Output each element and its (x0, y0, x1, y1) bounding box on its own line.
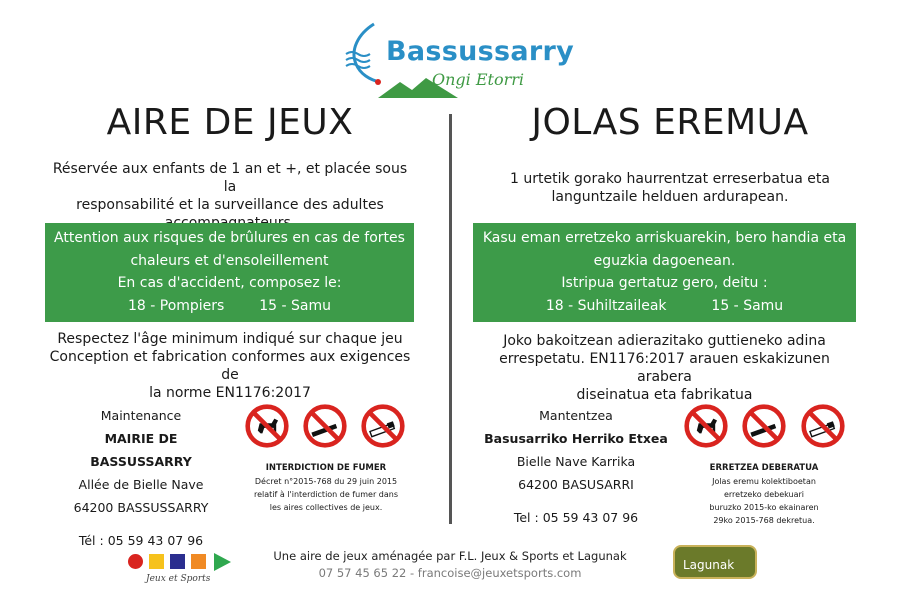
right-intro-line: 1 urtetik gorako haurrentzat erreserbatua eta (510, 171, 830, 187)
logo-tagline: Ongi Etorri (432, 70, 525, 89)
right-emergency-numbers (473, 295, 856, 318)
left-emergency-samu: 15 - Samu (259, 297, 331, 314)
left-rules-line: Conception et fabrication conformes aux exigences de (49, 349, 411, 383)
logo-blue-square (170, 554, 185, 569)
right-smoking-line: buruzko 2015-ko ekainaren (709, 503, 819, 512)
right-rules-line: errespetatu. EN1176:2017 arauen eskakizunen arabera (499, 351, 830, 385)
right-org-name: Basusarriko Herriko Etxea (484, 431, 668, 446)
no-dogs-icon (244, 403, 290, 449)
right-warning-line: Istripua gertatuz gero, deitu : (561, 275, 768, 291)
right-rules-line: Joko bakoitzean adierazitako guttieneko adina (503, 333, 826, 349)
right-rules-line: diseinatua eta fabrikatua (576, 387, 753, 403)
right-smoking-line: Jolas eremu kolektiboetan (712, 477, 816, 486)
right-phone: Tel : 05 59 43 07 96 (513, 510, 639, 525)
no-cigarette-icon (800, 403, 846, 449)
left-rules (40, 330, 420, 402)
left-smoking-notice (244, 462, 408, 514)
right-street: Bielle Nave Karrika (516, 454, 636, 469)
right-smoking-notice (684, 462, 844, 527)
right-smoking-line: 29ko 2015-768 dekretua. (713, 516, 815, 525)
right-warning-box (473, 223, 856, 322)
left-title: AIRE DE JEUX (106, 102, 354, 143)
right-rules (473, 332, 856, 404)
footer-line-2: 07 57 45 65 22 - francoise@jeuxetsports.com (318, 566, 582, 580)
left-rules-line: la norme EN1176:2017 (149, 385, 311, 401)
left-emergency-fire: 18 - Pompiers (127, 297, 225, 314)
right-intro (485, 170, 855, 206)
left-emergency-numbers (45, 295, 414, 318)
left-smoking-line: relatif à l'interdiction de fumer dans (253, 490, 398, 499)
left-intro (45, 160, 415, 232)
right-maintenance-label: Mantentzea (539, 408, 613, 423)
logo-red-circle (128, 554, 143, 569)
right-contact (478, 404, 674, 529)
left-rules-line: Respectez l'âge minimum indiqué sur chaque jeu (57, 331, 403, 347)
left-intro-line: responsabilité et la surveillance des adultes (76, 197, 384, 213)
right-smoking-line: erretzeko debekuari (723, 490, 805, 499)
right-warning-line: eguzkia dagoenean. (593, 252, 736, 269)
left-phone: Tél : 05 59 43 07 96 (78, 533, 204, 548)
right-title: JOLAS EREMUA (531, 102, 809, 143)
left-maintenance-label: Maintenance (100, 408, 182, 423)
no-smoking-icon (302, 403, 348, 449)
logo-orange-square (191, 554, 206, 569)
no-smoking-icon (741, 403, 787, 449)
left-smoking-title: INTERDICTION DE FUMER (265, 463, 387, 473)
right-city: 64200 BASUSARRI (518, 477, 634, 492)
no-cigarette-icon (360, 403, 406, 449)
right-intro-line: languntzaile helduen ardurapean. (551, 189, 789, 205)
jeux-sports-logo (128, 550, 238, 594)
left-street: Allée de Bielle Nave (78, 477, 204, 492)
left-contact (52, 404, 230, 552)
right-warning-line: Kasu eman erretzeko arriskuarekin, bero handia eta (482, 230, 847, 246)
logo-yellow-square (149, 554, 164, 569)
left-org-name: MAIRIE DE BASSUSSARRY (90, 431, 192, 469)
left-city: 64200 BASSUSSARRY (73, 500, 209, 515)
column-divider (449, 114, 452, 524)
left-smoking-line: les aires collectives de jeux. (269, 503, 383, 512)
logo-green-triangle-icon (212, 552, 232, 572)
footer-line-1: Une aire de jeux aménagée par F.L. Jeux & Sports et Lagunak (273, 549, 627, 563)
left-warning-line: chaleurs et d'ensoleillement (130, 252, 329, 269)
left-warning-box (45, 223, 414, 322)
left-smoking-line: Décret n°2015-768 du 29 juin 2015 (254, 477, 398, 486)
logo-name: Bassussarry (386, 36, 575, 67)
left-warning-line: Attention aux risques de brûlures en cas de fortes (54, 230, 405, 246)
jeux-logo-text: Jeux et Sports (146, 574, 211, 584)
right-smoking-title: ERRETZEA DEBERATUA (709, 463, 819, 473)
left-warning-line: En cas d'accident, composez le: (117, 275, 342, 291)
left-intro-line: Réservée aux enfants de 1 an et +, et placée sous la (52, 161, 408, 195)
lagunak-text: Lagunak (683, 558, 735, 572)
header-logo (340, 18, 575, 94)
lagunak-logo (673, 545, 757, 579)
right-emergency-samu: 15 - Samu (711, 297, 784, 314)
no-dogs-icon (683, 403, 729, 449)
right-emergency-fire: 18 - Suhiltzaileak (545, 297, 667, 314)
